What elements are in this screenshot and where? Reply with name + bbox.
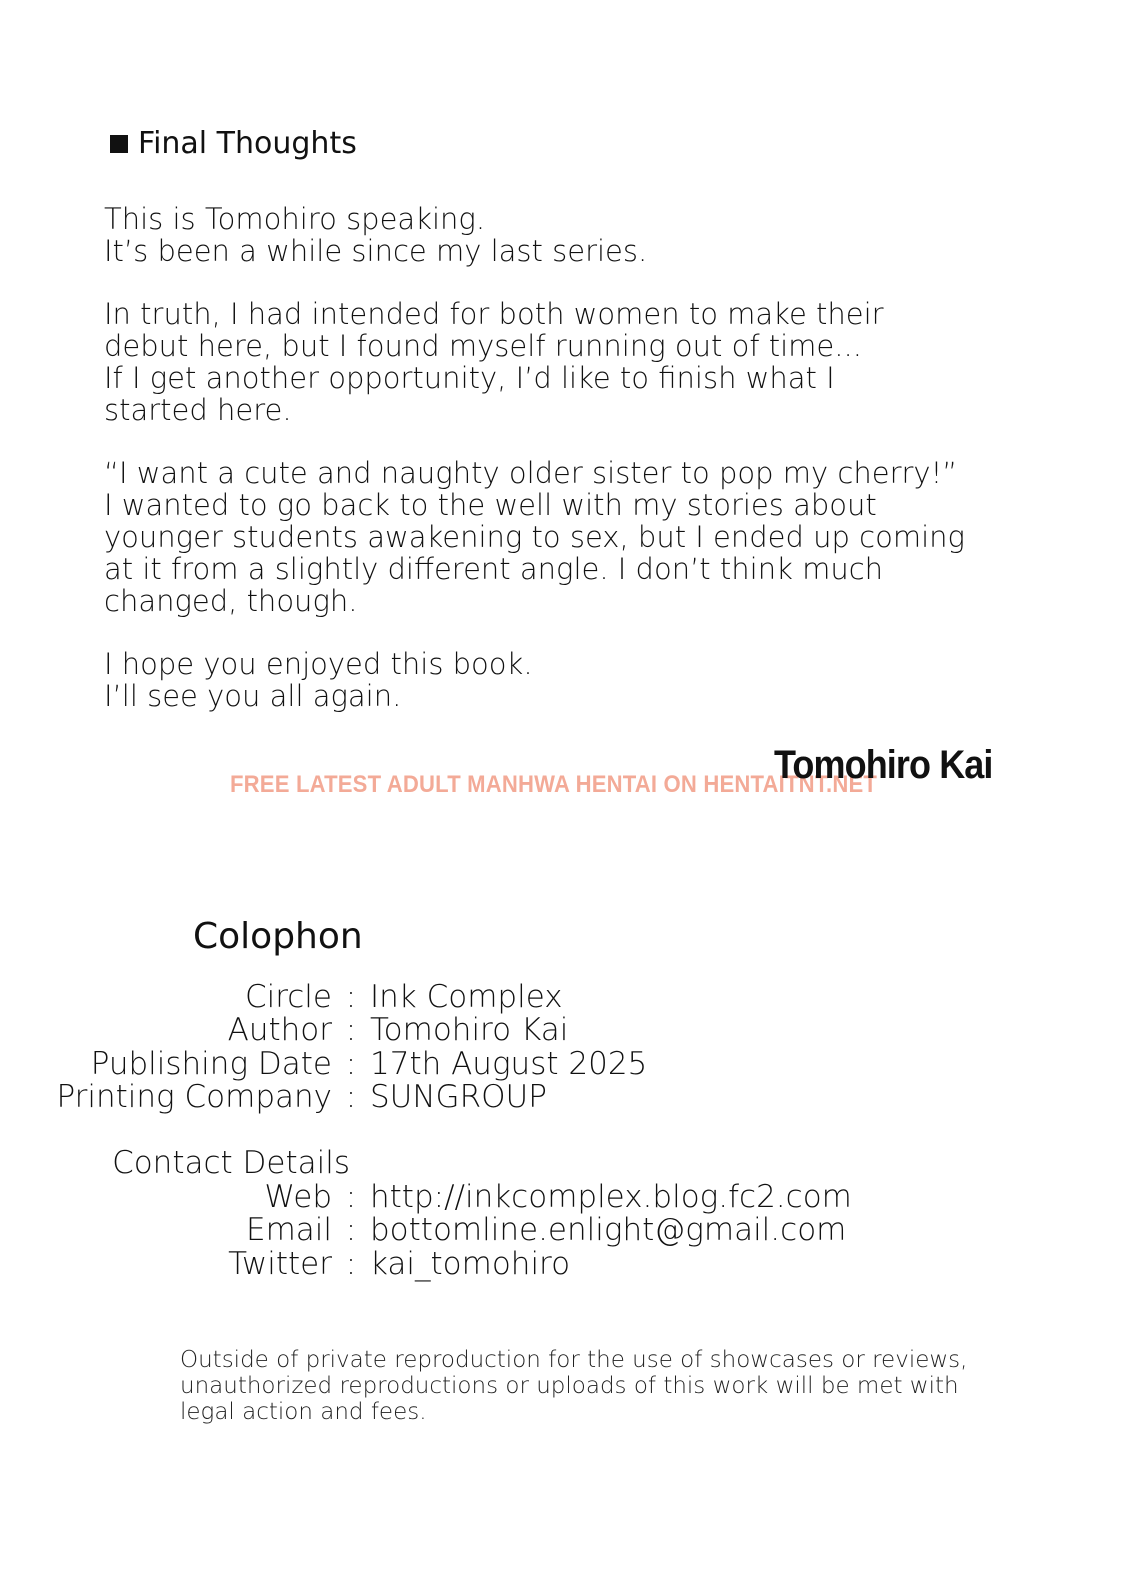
contact-label: Twitter	[228, 1245, 332, 1282]
credit-label: Author	[227, 1012, 332, 1049]
credit-row-publishing-date	[0, 1047, 1126, 1081]
final-thoughts-heading	[110, 126, 357, 162]
separator: :	[345, 1245, 357, 1282]
contact-label: Email	[245, 1212, 332, 1249]
contact-row-web	[0, 1180, 1126, 1214]
separator: :	[345, 1079, 357, 1116]
text-line: at it from a slightly different angle. I don’t think much	[104, 552, 884, 586]
contact-value: kai_tomohiro	[370, 1245, 571, 1282]
separator: :	[345, 1012, 357, 1049]
paragraph	[104, 457, 1004, 617]
text-line: In truth, I had intended for both women to make their	[104, 297, 884, 331]
text-line: “I want a cute and naughty older sister to pop my cherry!”	[104, 456, 958, 490]
separator: :	[345, 978, 357, 1015]
watermark-text: FREE LATEST ADULT MANHWA HENTAI ON HENTAITNT.NET	[230, 771, 878, 798]
contact-label: Web	[264, 1178, 332, 1215]
paragraph	[104, 203, 1004, 267]
text-line: It’s been a while since my last series.	[104, 234, 648, 268]
text-line: I hope you enjoyed this book.	[104, 647, 533, 681]
contact-row-twitter	[0, 1247, 1126, 1281]
square-bullet-icon	[110, 135, 128, 153]
credit-value: 17th August 2025	[370, 1045, 648, 1082]
copyright-notice	[180, 1347, 980, 1425]
text-line: debut here, but I found myself running out of time...	[104, 329, 862, 363]
text-line: I’ll see you all again.	[104, 679, 402, 713]
contact-details-heading: Contact Details	[112, 1145, 350, 1181]
text-line: I wanted to go back to the well with my stories about	[104, 488, 877, 522]
final-thoughts-title: Final Thoughts	[138, 126, 357, 161]
text-line: started here.	[104, 393, 292, 427]
separator: :	[345, 1212, 357, 1249]
text-line: This is Tomohiro speaking.	[104, 202, 486, 236]
separator: :	[345, 1178, 357, 1215]
notice-line: unauthorized reproductions or uploads of this work will be met with	[180, 1373, 959, 1399]
contact-details	[0, 1146, 1126, 1281]
contact-value: http://inkcomplex.blog.fc2.com	[370, 1178, 852, 1215]
contact-value: bottomline.enlight@gmail.com	[370, 1212, 847, 1249]
credit-value: Tomohiro Kai	[370, 1012, 569, 1049]
colophon-title: Colophon	[193, 916, 363, 957]
notice-line: Outside of private reproduction for the use of showcases or reviews,	[180, 1347, 968, 1373]
credit-value: Ink Complex	[370, 978, 563, 1015]
paragraph	[104, 648, 1004, 712]
credit-label: Printing Company	[56, 1079, 332, 1116]
contact-row-email	[0, 1214, 1126, 1248]
credit-row-circle	[0, 980, 1126, 1014]
author-signature: Tomohiro Kai	[774, 743, 993, 787]
paragraph	[104, 298, 1004, 426]
credit-row-author	[0, 1014, 1126, 1048]
credit-label: Circle	[244, 978, 332, 1015]
separator: :	[345, 1045, 357, 1082]
credit-value: SUNGROUP	[370, 1079, 547, 1116]
colophon-credits	[0, 980, 1126, 1114]
notice-line: legal action and fees.	[180, 1399, 427, 1425]
final-thoughts-body	[104, 203, 1004, 743]
credit-row-printing-company	[0, 1081, 1126, 1115]
credit-label: Publishing Date	[90, 1045, 332, 1082]
text-line: changed, though.	[104, 584, 358, 618]
text-line: younger students awakening to sex, but I ended up coming	[104, 520, 965, 554]
text-line: If I get another opportunity, I’d like to finish what I	[104, 361, 835, 395]
